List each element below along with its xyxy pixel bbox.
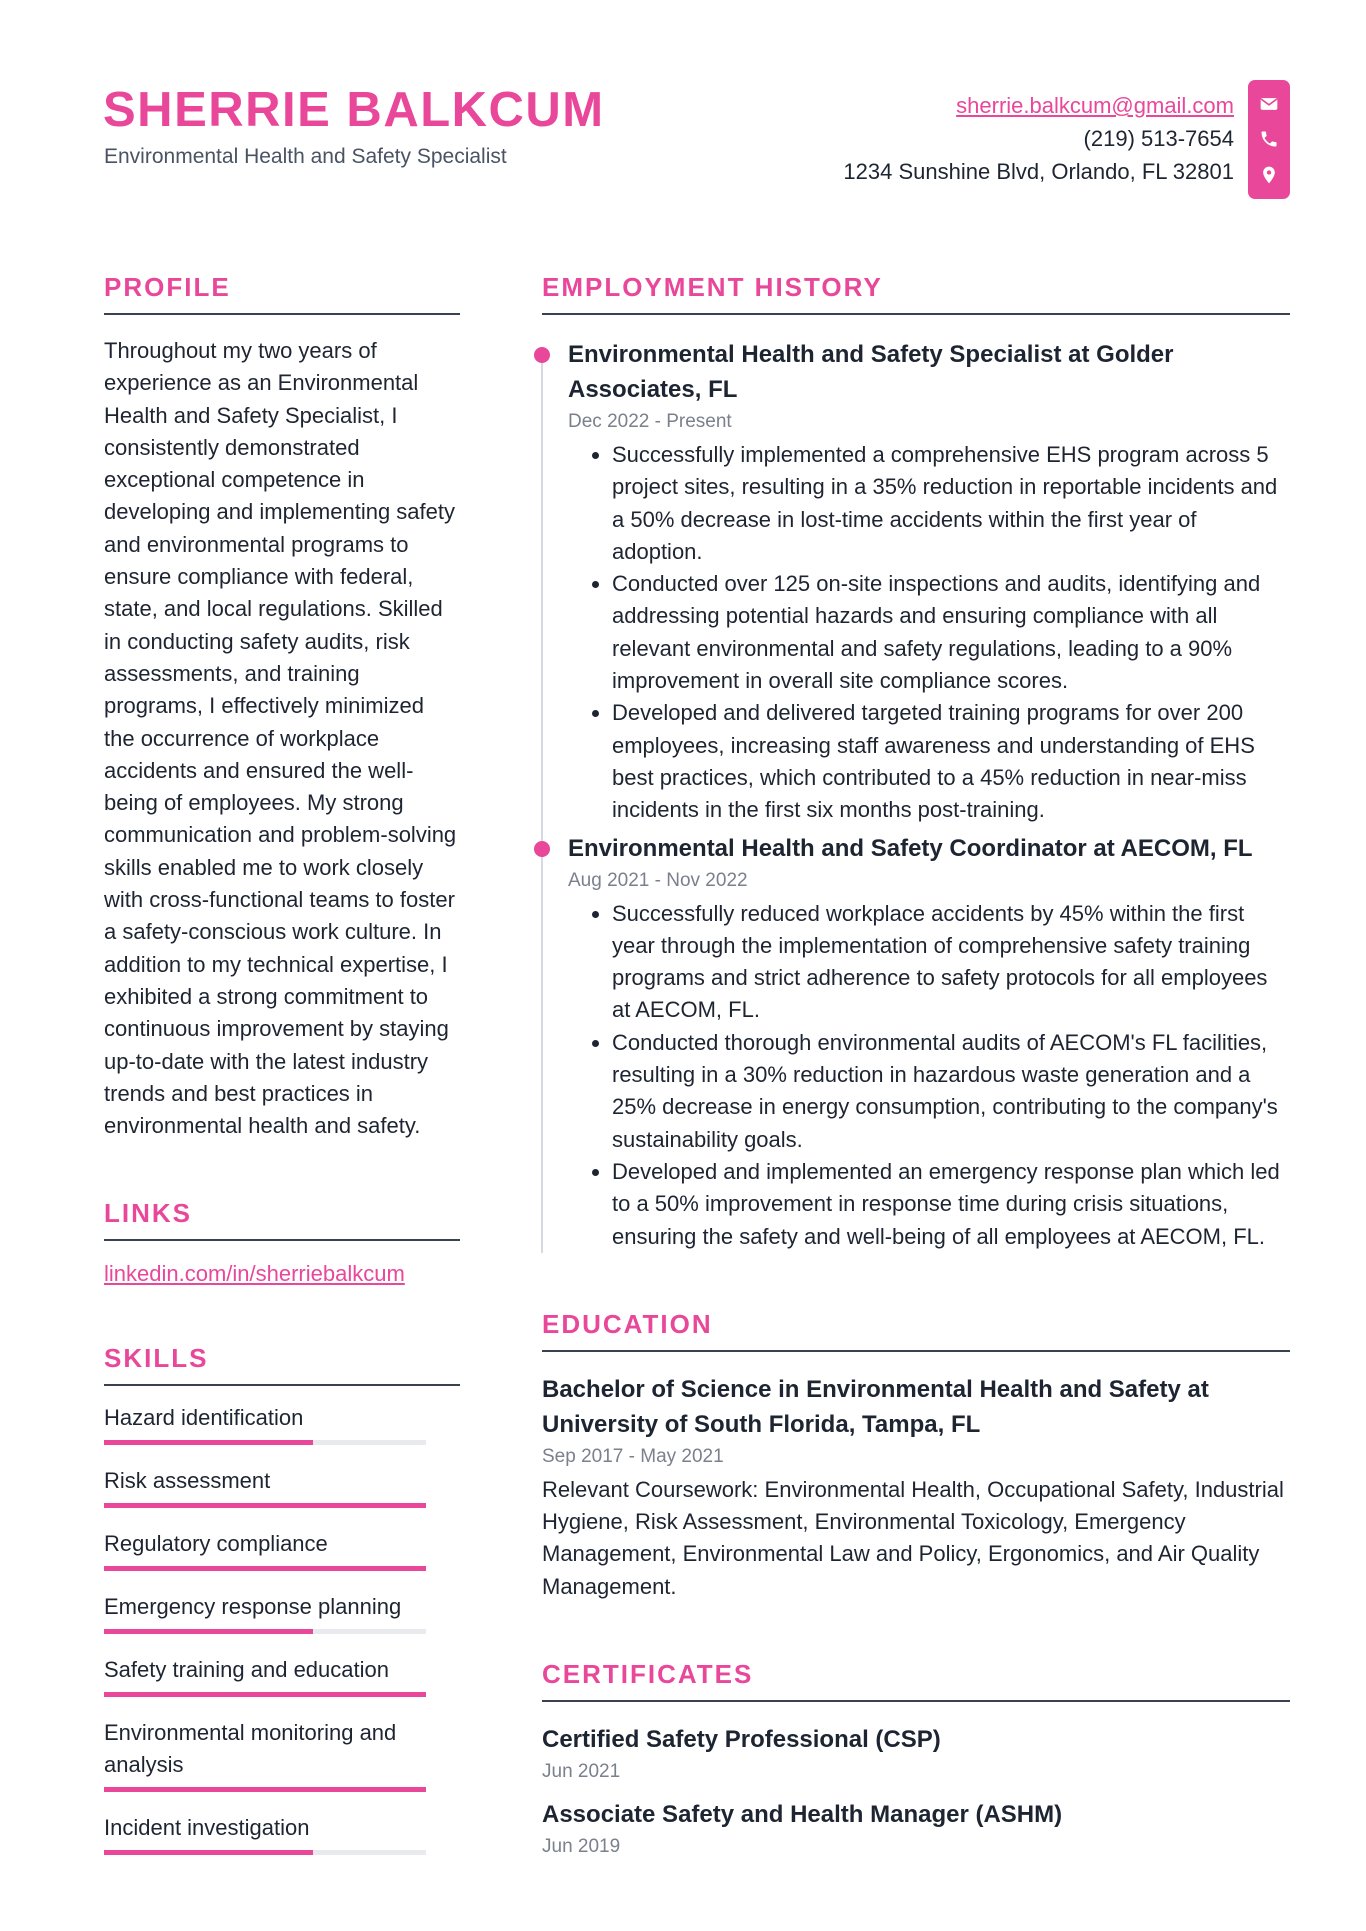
skill-label: Safety training and education (104, 1657, 389, 1683)
job-entry (542, 831, 1290, 1253)
contact-info (843, 89, 1234, 188)
skill-level-track (104, 1503, 426, 1508)
envelope-icon (1259, 94, 1279, 114)
skill-item (104, 1591, 460, 1634)
links-section (104, 1198, 460, 1287)
skill-label: Emergency response planning (104, 1594, 402, 1620)
skill-level-track (104, 1692, 426, 1697)
left-column (104, 272, 460, 1855)
skills-heading: SKILLS (104, 1343, 460, 1386)
job-dates: Aug 2021 - Nov 2022 (568, 869, 748, 891)
skill-item (104, 1812, 460, 1855)
skill-level-track (104, 1566, 426, 1571)
employment-timeline (542, 337, 1290, 1253)
skill-label: Incident investigation (104, 1815, 310, 1841)
skill-level-bar (104, 1787, 426, 1792)
education-heading: EDUCATION (542, 1309, 1290, 1352)
skill-level-bar (104, 1503, 426, 1508)
contact-icon-bar (1248, 80, 1290, 199)
candidate-name: SHERRIE BALKCUM (103, 83, 605, 137)
phone-icon (1259, 129, 1279, 149)
certificate-title: Associate Safety and Health Manager (ASHM) (542, 1801, 1063, 1829)
skill-level-track (104, 1440, 426, 1445)
links-heading: LINKS (104, 1198, 460, 1241)
skill-item (104, 1717, 460, 1792)
skill-level-bar (104, 1850, 313, 1855)
certificates-heading: CERTIFICATES (542, 1659, 1290, 1702)
profile-heading: PROFILE (104, 272, 460, 315)
education-section (542, 1309, 1290, 1603)
skill-label: Hazard identification (104, 1405, 304, 1431)
job-bullet: • Developed and delivered targeted training programs for over 200 employees, increasing staff awareness and understanding of EHS best practices, which contributed to a 45% reduction in near-miss incidents in the first six months post-training. (612, 697, 1290, 826)
job-entry (542, 337, 1290, 827)
job-dates: Dec 2022 - Present (568, 411, 732, 432)
profile-section (104, 272, 460, 1142)
employment-section (542, 272, 1290, 1253)
job-bullets (568, 898, 1290, 1253)
skill-level-track (104, 1629, 426, 1634)
skill-label: Environmental monitoring and analysis (104, 1720, 397, 1778)
skill-label: Risk assessment (104, 1468, 271, 1494)
skill-level-bar (104, 1629, 313, 1634)
skills-section (104, 1343, 460, 1855)
skill-label: Regulatory compliance (104, 1531, 328, 1557)
job-bullet: • Successfully implemented a comprehensive EHS program across 5 project sites, resulting in a 35% reduction in reportable incidents and a 50% decrease in lost-time accidents within the first year of adoption. (612, 439, 1290, 568)
skill-level-bar (104, 1692, 426, 1697)
degree-title: Bachelor of Science in Environmental Health and Safety at University of South Florida, Tampa, FL (542, 1375, 1209, 1438)
phone-number: (219) 513-7654 (1083, 126, 1234, 151)
job-bullet: • Conducted thorough environmental audits of AECOM's FL facilities, resulting in a 30% reduction in hazardous waste generation and a 25% decrease in energy consumption, contributing to the company's sustainability goals. (612, 1027, 1290, 1156)
linkedin-link[interactable]: linkedin.com/in/sherriebalkcum (104, 1261, 405, 1287)
education-dates: Sep 2017 - May 2021 (542, 1445, 724, 1467)
location-pin-icon (1259, 165, 1279, 185)
skill-level-bar (104, 1566, 426, 1571)
right-column (542, 272, 1290, 1862)
skill-level-track (104, 1850, 426, 1855)
job-title: Environmental Health and Safety Coordinator at AECOM, FL (568, 834, 1253, 862)
certificates-section (542, 1659, 1290, 1862)
job-bullet: • Conducted over 125 on-site inspections and audits, identifying and addressing potential hazards and ensuring compliance with all relevant environmental and safety regulations, leading to a 90% improvement in overall site compliance scores. (612, 568, 1290, 697)
job-bullets (568, 439, 1290, 827)
address: 1234 Sunshine Blvd, Orlando, FL 32801 (843, 159, 1234, 184)
job-title: Environmental Health and Safety Specialist (104, 145, 507, 168)
certificate-date: Jun 2019 (542, 1836, 621, 1858)
skill-item (104, 1465, 460, 1508)
timeline-dot (534, 347, 550, 363)
email-link[interactable]: sherrie.balkcum@gmail.com (956, 93, 1234, 118)
certificate-date: Jun 2021 (542, 1761, 621, 1783)
profile-text: Throughout my two years of experience as an Environmental Health and Safety Specialist, I consistently demonstrated exceptional competence in developing and implementing safety and environmental programs to ensure compliance with federal, state, and local regulations. Skilled in conducting safety audits, risk assessments, and training programs, I effectively minimized the occurrence of workplace accidents and ensured the well-being of employees. My strong communication and problem-solving skills enabled me to work closely with cross-functional teams to foster a safety-conscious work culture. In addition to my technical expertise, I exhibited a strong commitment to continuous improvement by staying up-to-date with the latest industry trends and best practices in environmental health and safety. (104, 338, 457, 1139)
skill-level-bar (104, 1440, 313, 1445)
skill-item (104, 1402, 460, 1445)
employment-heading: EMPLOYMENT HISTORY (542, 272, 1290, 315)
skill-item (104, 1528, 460, 1571)
coursework-text: Relevant Coursework: Environmental Health, Occupational Safety, Industrial Hygiene, Risk Assessment, Environmental Toxicology, Emergency Management, Environmental Law and Policy, Ergonomics, and Air Quality Management. (542, 1476, 1284, 1599)
job-title: Environmental Health and Safety Specialist at Golder Associates, FL (568, 341, 1174, 403)
certificate-title: Certified Safety Professional (CSP) (542, 1726, 941, 1754)
skill-level-track (104, 1787, 426, 1792)
job-bullet: • Successfully reduced workplace accidents by 45% within the first year through the implementation of comprehensive safety training programs and strict adherence to safety protocols for all employees at AECOM, FL. (612, 898, 1290, 1027)
timeline-dot (534, 841, 550, 857)
job-bullet: • Developed and implemented an emergency response plan which led to a 50% improvement in response time during crisis situations, ensuring the safety and well-being of all employees at AECOM, FL. (612, 1156, 1290, 1253)
skill-item (104, 1654, 460, 1697)
